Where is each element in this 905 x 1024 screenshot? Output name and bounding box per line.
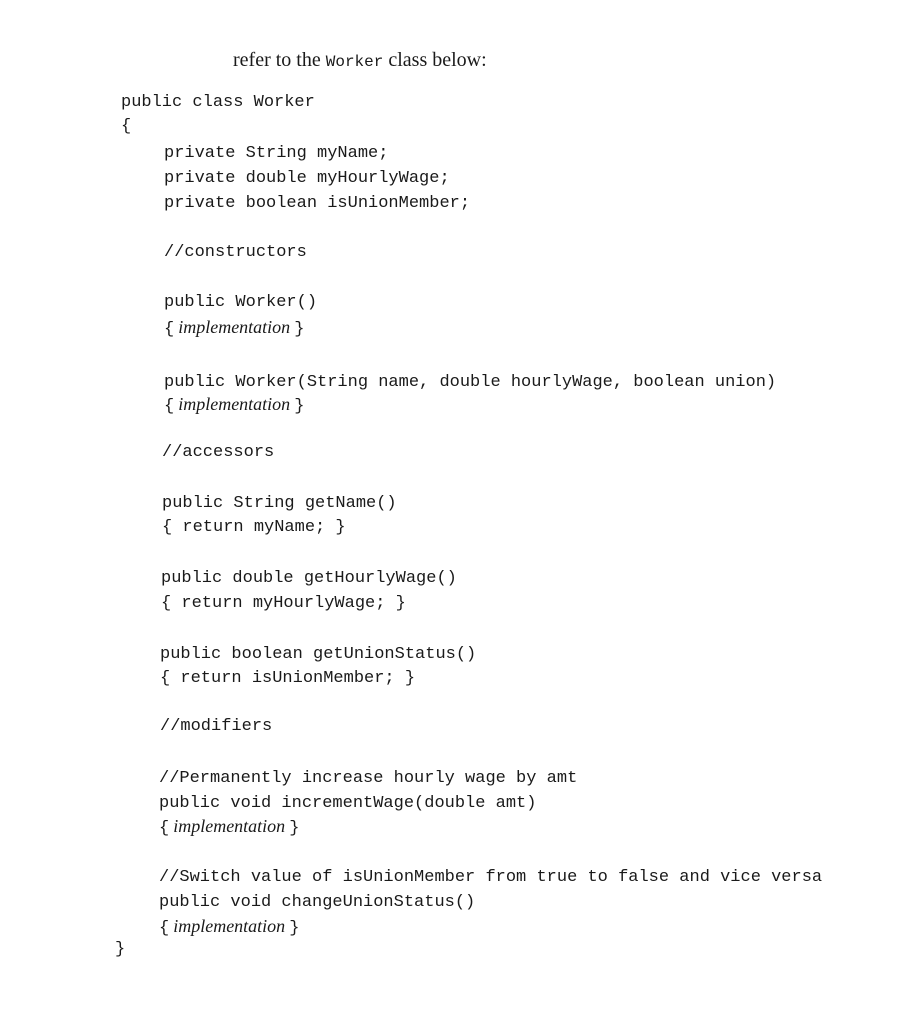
ctor-full-signature: public Worker(String name, double hourlyWage, boolean union) [164,373,777,392]
get-name-body: { return myName; } [162,518,346,537]
impl-close-brace: } [289,819,300,838]
class-close-brace: } [115,940,126,959]
impl-open-brace: { [164,397,175,416]
get-wage-signature: public double getHourlyWage() [161,569,457,588]
comment-constructors: //constructors [164,243,307,262]
comment-accessors: //accessors [162,443,275,462]
impl-open-brace: { [164,320,175,339]
impl-placeholder [159,817,299,837]
intro-suffix: class below: [383,49,487,71]
increment-signature: public void incrementWage(double amt) [159,794,537,813]
impl-word: implementation [173,816,286,836]
impl-word: implementation [178,394,291,414]
intro-class-word: Worker [325,53,384,71]
class-declaration: public class Worker [121,93,315,112]
intro-prefix: refer to the [233,49,326,71]
class-open-brace: { [121,117,132,136]
impl-placeholder [164,395,304,415]
impl-close-brace: } [289,919,300,938]
impl-close-brace: } [294,397,305,416]
get-wage-body: { return myHourlyWage; } [161,594,406,613]
get-union-body: { return isUnionMember; } [160,669,416,688]
change-union-signature: public void changeUnionStatus() [159,893,476,912]
field-line: private String myName; [164,144,389,163]
comment-switch: //Switch value of isUnionMember from true to false and vice versa [159,868,823,887]
impl-open-brace: { [159,819,170,838]
impl-open-brace: { [159,919,170,938]
field-line: private double myHourlyWage; [164,169,450,188]
intro-text [233,50,487,70]
get-union-signature: public boolean getUnionStatus() [160,645,477,664]
impl-word: implementation [178,317,291,337]
comment-increment: //Permanently increase hourly wage by amt [159,769,578,788]
ctor-default-signature: public Worker() [164,293,318,312]
comment-modifiers: //modifiers [160,717,273,736]
impl-placeholder [164,318,304,338]
field-line: private boolean isUnionMember; [164,194,471,213]
get-name-signature: public String getName() [162,494,397,513]
impl-placeholder [159,917,299,937]
impl-word: implementation [173,916,286,936]
impl-close-brace: } [294,320,305,339]
